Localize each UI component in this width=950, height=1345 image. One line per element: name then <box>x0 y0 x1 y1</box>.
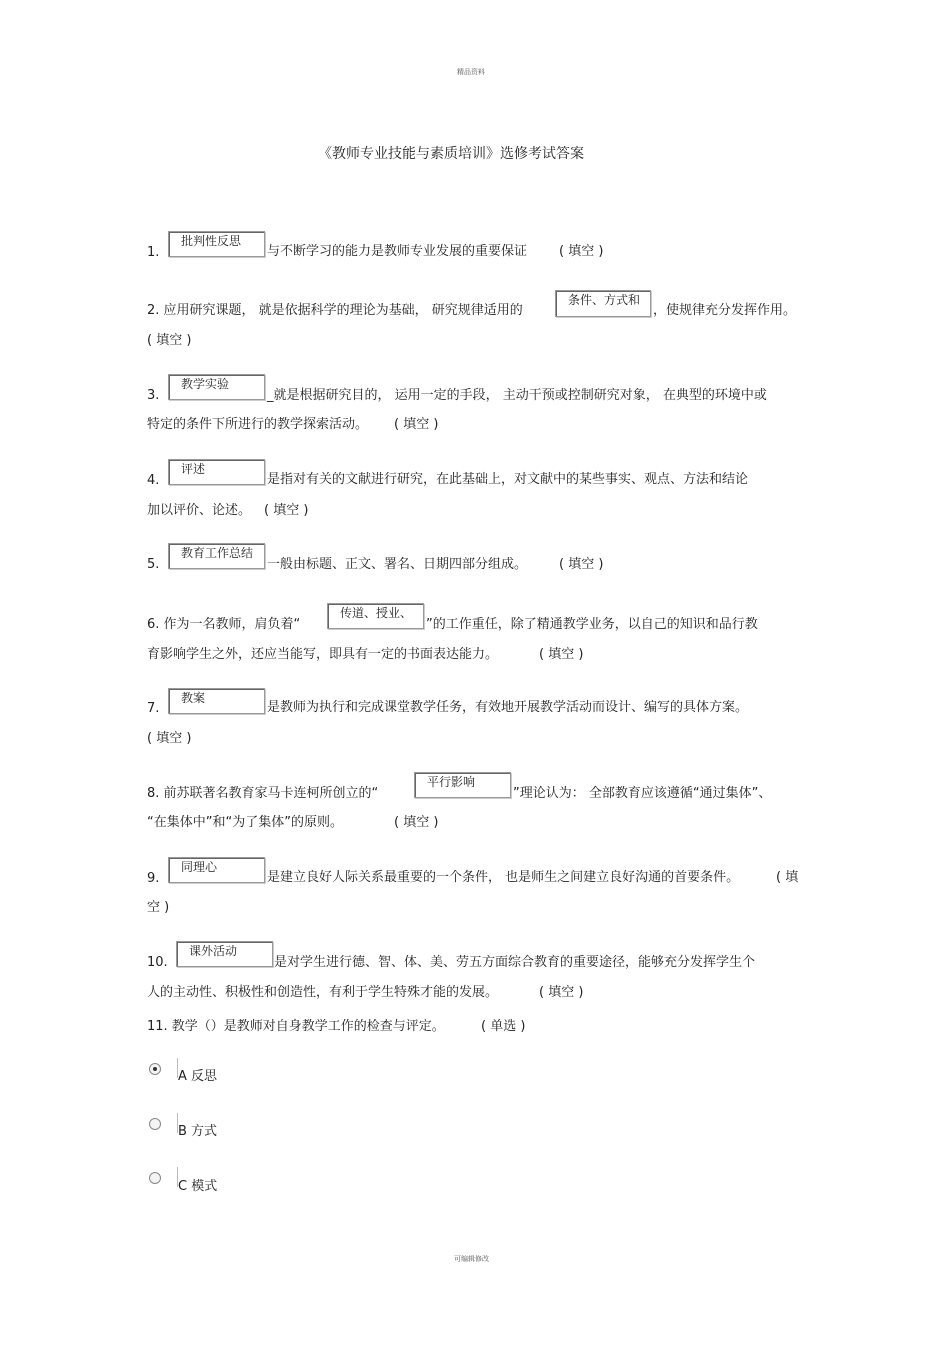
q6-text-post: ”的工作重任，除了精通教学业务，以自己的知识和品行教 <box>426 617 758 632</box>
q3-type: ( 填空 ) <box>394 417 439 432</box>
q5-answer-field[interactable]: 教育工作总结 <box>168 543 265 569</box>
q5-number: 5. <box>147 557 160 572</box>
q9-type-part1: ( 填 <box>776 870 799 885</box>
q5-text: 一般由标题、正文、署名、日期四部分组成。 <box>267 557 528 572</box>
q2-type: ( 填空 ) <box>147 333 192 348</box>
q5-type: ( 填空 ) <box>559 557 604 572</box>
q4-number: 4. <box>147 473 160 488</box>
q6-type: ( 填空 ) <box>539 647 584 662</box>
page-title: 《教师专业技能与素质培训》选修考试答案 <box>318 146 584 162</box>
page-footer: 可编辑修改 <box>454 1255 489 1263</box>
q8-type: ( 填空 ) <box>394 815 439 830</box>
q1-text: 与不断学习的能力是教师专业发展的重要保证 <box>267 244 528 259</box>
q9-number: 9. <box>147 871 160 886</box>
q9-answer-field[interactable]: 同理心 <box>168 857 265 883</box>
q8-text-pre: 8. 前苏联著名教育家马卡连柯所创立的“ <box>147 786 379 801</box>
q3-number: 3. <box>147 388 160 403</box>
q10-text-line2: 人的主动性、积极性和创造性，有利于学生特殊才能的发展。 <box>147 985 499 1000</box>
selected-dot-icon <box>153 1067 157 1071</box>
q6-answer-field[interactable]: 传道、授业、 <box>327 603 424 629</box>
q7-answer-field[interactable]: 教案 <box>168 688 265 714</box>
q11-text: 11. 教学（）是教师对自身教学工作的检查与评定。 <box>147 1019 445 1034</box>
q9-text: 是建立良好人际关系最重要的一个条件， 也是师生之间建立良好沟通的首要条件。 <box>267 870 740 885</box>
q7-number: 7. <box>147 701 160 716</box>
option-a-label[interactable]: A 反思 <box>178 1069 218 1084</box>
q4-text: 是指对有关的文献进行研究，在此基础上，对文献中的某些事实、观点、方法和结论 <box>267 472 749 487</box>
page-header: 精品资料 <box>457 68 485 76</box>
q10-answer-field[interactable]: 课外活动 <box>176 941 273 967</box>
q11-type: ( 单选 ) <box>481 1019 526 1034</box>
q7-type: ( 填空 ) <box>147 731 192 746</box>
q4-answer-field[interactable]: 评述 <box>168 459 265 485</box>
q8-answer-field[interactable]: 平行影响 <box>414 772 511 798</box>
q7-text: 是教师为执行和完成课堂教学任务，有效地开展教学活动而设计、编写的具体方案。 <box>267 700 749 715</box>
option-b-radio[interactable] <box>149 1118 161 1130</box>
q4-type: ( 填空 ) <box>264 503 309 518</box>
q6-text-pre: 6. 作为一名教师，肩负着“ <box>147 617 301 632</box>
q2-text-pre: 2. 应用研究课题， 就是依据科学的理论为基础， 研究规律适用的 <box>147 303 523 318</box>
q8-text-post: ”理论认为： 全部教育应该遵循“通过集体”、 <box>513 786 772 801</box>
option-c-label[interactable]: C 模式 <box>178 1179 218 1194</box>
q4-text-line2: 加以评价、论述。 <box>147 503 252 518</box>
q1-answer-field[interactable]: 批判性反思 <box>168 231 265 257</box>
q9-type-part2: 空 ) <box>147 900 170 915</box>
option-a-radio[interactable] <box>149 1063 161 1075</box>
q2-answer-field[interactable]: 条件、方式和 <box>555 290 651 317</box>
q10-type: ( 填空 ) <box>539 985 584 1000</box>
q3-text-line2: 特定的条件下所进行的教学探索活动。 <box>147 417 369 432</box>
q1-number: 1. <box>147 245 160 260</box>
q8-text-line2: “在集体中”和“为了集体”的原则。 <box>147 815 343 830</box>
q10-text: 是对学生进行德、智、体、美、劳五方面综合教育的重要途径，能够充分发挥学生个 <box>274 955 756 970</box>
q3-answer-field[interactable]: 教学实验 <box>168 374 265 400</box>
q1-type: ( 填空 ) <box>559 244 604 259</box>
option-b-label[interactable]: B 方式 <box>178 1124 218 1139</box>
q10-number: 10. <box>147 955 168 970</box>
q2-text-post: ，使规律充分发挥作用。 <box>653 303 797 318</box>
q3-text: _就是根据研究目的， 运用一定的手段， 主动干预或控制研究对象， 在典型的环境中或 <box>267 388 767 403</box>
option-c-radio[interactable] <box>149 1172 161 1184</box>
q6-text-line2: 育影响学生之外，还应当能写，即具有一定的书面表达能力。 <box>147 647 499 662</box>
